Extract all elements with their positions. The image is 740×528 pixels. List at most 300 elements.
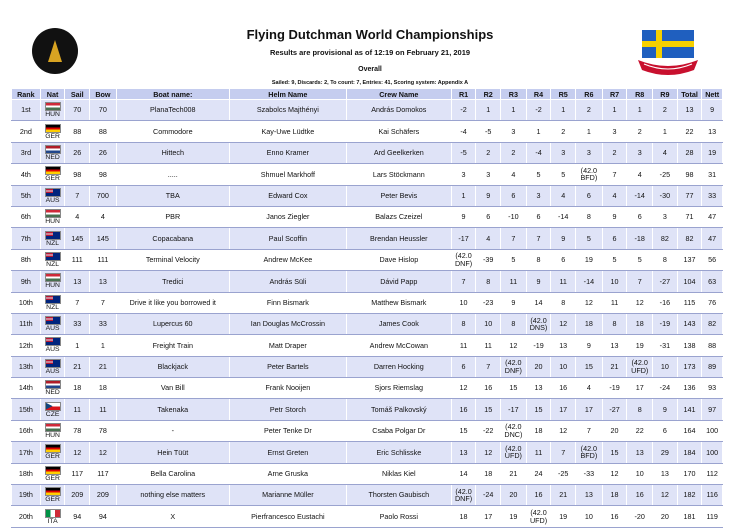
race-score-cell: 6 xyxy=(551,249,576,270)
column-header: R1 xyxy=(451,89,476,100)
race-score-cell: 12 xyxy=(653,485,678,506)
race-score-cell: 19 xyxy=(576,249,603,270)
nett-cell: 116 xyxy=(702,485,723,506)
race-score-cell: 13 xyxy=(551,335,576,356)
nation-code: AUS xyxy=(45,325,60,333)
sail-cell: 111 xyxy=(65,249,90,270)
nation-cell xyxy=(40,249,65,270)
flag-icon xyxy=(45,423,61,432)
race-score-cell: 9 xyxy=(551,228,576,249)
column-header: R3 xyxy=(501,89,527,100)
race-score-cell: 1 xyxy=(653,121,678,142)
race-score-cell: 9 xyxy=(451,206,476,227)
column-header: Total xyxy=(677,89,702,100)
race-score-cell: (42.0 DNS) xyxy=(526,313,551,334)
nation-code: NZL xyxy=(46,303,60,311)
race-score-cell: 14 xyxy=(451,463,476,484)
sail-cell: 117 xyxy=(65,463,90,484)
bow-cell: 21 xyxy=(90,356,117,377)
nation-code: GER xyxy=(45,132,60,140)
race-score-cell: 6 xyxy=(602,228,627,249)
race-score-cell: 6 xyxy=(627,206,653,227)
race-score-cell: 16 xyxy=(602,506,627,527)
race-score-cell: 8 xyxy=(627,399,653,420)
table-row xyxy=(12,420,723,441)
nation-cell xyxy=(40,420,65,441)
race-score-cell: 18 xyxy=(451,506,476,527)
race-score-cell: 4 xyxy=(653,142,678,163)
column-header: R8 xyxy=(627,89,653,100)
race-score-cell: -4 xyxy=(526,142,551,163)
helm-name-cell: Ernst Greten xyxy=(229,442,346,463)
rank-cell: 20th xyxy=(12,506,41,527)
boat-name-cell: Commodore xyxy=(116,121,229,142)
race-score-cell: 5 xyxy=(551,164,576,185)
crew-name-cell: Niklas Kiel xyxy=(346,463,451,484)
helm-name-cell: Ian Douglas McCrossin xyxy=(229,313,346,334)
race-score-cell: 15 xyxy=(476,399,501,420)
results-body xyxy=(12,100,723,528)
total-cell: 136 xyxy=(677,378,702,399)
race-score-cell: 15 xyxy=(501,378,527,399)
helm-name-cell: Peter Bartels xyxy=(229,356,346,377)
race-score-cell: 20 xyxy=(653,506,678,527)
race-score-cell: 4 xyxy=(627,164,653,185)
race-score-cell: 8 xyxy=(501,313,527,334)
nett-cell: 88 xyxy=(702,335,723,356)
race-score-cell: (42.0 UFD) xyxy=(627,356,653,377)
nett-cell: 100 xyxy=(702,420,723,441)
nett-cell: 93 xyxy=(702,378,723,399)
nett-cell: 63 xyxy=(702,271,723,292)
crew-name-cell: James Cook xyxy=(346,313,451,334)
race-score-cell: 10 xyxy=(627,463,653,484)
boat-name-cell: Tredici xyxy=(116,271,229,292)
nett-cell: 76 xyxy=(702,292,723,313)
race-score-cell: 15 xyxy=(602,442,627,463)
helm-name-cell: Finn Bismark xyxy=(229,292,346,313)
column-header: Boat name: xyxy=(116,89,229,100)
nation-cell xyxy=(40,100,65,121)
race-score-cell: 7 xyxy=(501,228,527,249)
race-score-cell: 15 xyxy=(576,356,603,377)
race-score-cell: 13 xyxy=(653,463,678,484)
table-row xyxy=(12,206,723,227)
race-score-cell: 11 xyxy=(476,335,501,356)
race-score-cell: 2 xyxy=(476,142,501,163)
bow-cell: 98 xyxy=(90,164,117,185)
boat-name-cell: - xyxy=(116,420,229,441)
boat-name-cell: nothing else matters xyxy=(116,485,229,506)
nett-cell: 82 xyxy=(702,313,723,334)
race-score-cell: 5 xyxy=(526,164,551,185)
total-cell: 184 xyxy=(677,442,702,463)
race-score-cell: 2 xyxy=(501,142,527,163)
nation-cell xyxy=(40,335,65,356)
nation-code: AUS xyxy=(45,346,60,354)
flag-icon xyxy=(45,252,61,261)
rank-cell: 1st xyxy=(12,100,41,121)
total-cell: 138 xyxy=(677,335,702,356)
race-score-cell: 13 xyxy=(627,442,653,463)
race-score-cell: -19 xyxy=(653,313,678,334)
nett-cell: 56 xyxy=(702,249,723,270)
crew-name-cell: Peter Bevis xyxy=(346,185,451,206)
column-header: Nat xyxy=(40,89,65,100)
race-score-cell: 7 xyxy=(576,420,603,441)
race-score-cell: 6 xyxy=(451,356,476,377)
race-score-cell: 5 xyxy=(576,228,603,249)
column-header: R2 xyxy=(476,89,501,100)
race-score-cell: -27 xyxy=(602,399,627,420)
helm-name-cell: Peter Tenke Dr xyxy=(229,420,346,441)
boat-name-cell: Van Bill xyxy=(116,378,229,399)
column-header: R6 xyxy=(576,89,603,100)
race-score-cell: 11 xyxy=(551,271,576,292)
table-row xyxy=(12,292,723,313)
nation-code: HUN xyxy=(45,111,60,119)
nett-cell: 9 xyxy=(702,100,723,121)
race-score-cell: -2 xyxy=(526,100,551,121)
column-header: Helm Name xyxy=(229,89,346,100)
crew-name-cell: Csaba Polgar Dr xyxy=(346,420,451,441)
nation-cell xyxy=(40,164,65,185)
crew-name-cell: Tomáš Palkovský xyxy=(346,399,451,420)
race-score-cell: 82 xyxy=(653,228,678,249)
race-score-cell: 8 xyxy=(526,249,551,270)
crew-name-cell: Matthew Bismark xyxy=(346,292,451,313)
table-row xyxy=(12,399,723,420)
race-score-cell: 8 xyxy=(576,206,603,227)
helm-name-cell: Frank Nooijen xyxy=(229,378,346,399)
table-row xyxy=(12,485,723,506)
sail-cell: 1 xyxy=(65,335,90,356)
race-score-cell: (42.0 UFD) xyxy=(526,506,551,527)
table-row xyxy=(12,121,723,142)
race-score-cell: 12 xyxy=(602,463,627,484)
crew-name-cell: Andrew McCowan xyxy=(346,335,451,356)
nation-code: GER xyxy=(45,496,60,504)
race-score-cell: 3 xyxy=(526,185,551,206)
sail-cell: 12 xyxy=(65,442,90,463)
race-score-cell: 4 xyxy=(501,164,527,185)
race-score-cell: 14 xyxy=(526,292,551,313)
race-score-cell: -17 xyxy=(451,228,476,249)
race-score-cell: 20 xyxy=(526,356,551,377)
race-score-cell: 8 xyxy=(551,292,576,313)
race-score-cell: 12 xyxy=(627,292,653,313)
nation-code: NED xyxy=(45,153,60,161)
race-score-cell: 11 xyxy=(602,292,627,313)
helm-name-cell: Marianne Müller xyxy=(229,485,346,506)
table-row xyxy=(12,442,723,463)
race-score-cell: 21 xyxy=(602,356,627,377)
race-score-cell: 1 xyxy=(576,121,603,142)
race-score-cell: 12 xyxy=(451,378,476,399)
race-score-cell: 12 xyxy=(501,335,527,356)
table-row xyxy=(12,463,723,484)
flag-icon xyxy=(45,209,61,218)
race-score-cell: 11 xyxy=(526,442,551,463)
column-header: Rank xyxy=(12,89,41,100)
race-score-cell: -17 xyxy=(501,399,527,420)
rank-cell: 17th xyxy=(12,442,41,463)
nation-code: NZL xyxy=(46,239,60,247)
total-cell: 22 xyxy=(677,121,702,142)
total-cell: 143 xyxy=(677,313,702,334)
race-score-cell: 6 xyxy=(476,206,501,227)
race-score-cell: 3 xyxy=(627,142,653,163)
table-row xyxy=(12,356,723,377)
race-score-cell: 13 xyxy=(576,485,603,506)
race-score-cell: 17 xyxy=(627,378,653,399)
race-score-cell: -4 xyxy=(451,121,476,142)
race-score-cell: 6 xyxy=(576,185,603,206)
race-score-cell: 21 xyxy=(501,463,527,484)
nett-cell: 47 xyxy=(702,228,723,249)
boat-name-cell: X xyxy=(116,506,229,527)
race-score-cell: 5 xyxy=(627,249,653,270)
nation-code: GER xyxy=(45,175,60,183)
rank-cell: 12th xyxy=(12,335,41,356)
bow-cell: 12 xyxy=(90,442,117,463)
total-cell: 104 xyxy=(677,271,702,292)
race-score-cell: (42.0 BFD) xyxy=(576,164,603,185)
bow-cell: 94 xyxy=(90,506,117,527)
table-row xyxy=(12,164,723,185)
race-score-cell: 7 xyxy=(551,442,576,463)
helm-name-cell: Janos Ziegler xyxy=(229,206,346,227)
race-score-cell: 16 xyxy=(551,378,576,399)
table-row xyxy=(12,142,723,163)
rank-cell: 13th xyxy=(12,356,41,377)
race-score-cell: 16 xyxy=(451,399,476,420)
flag-icon xyxy=(45,444,61,453)
nation-cell xyxy=(40,506,65,527)
race-score-cell: 3 xyxy=(476,164,501,185)
rank-cell: 4th xyxy=(12,164,41,185)
crew-name-cell: Darren Hocking xyxy=(346,356,451,377)
rank-cell: 16th xyxy=(12,420,41,441)
total-cell: 137 xyxy=(677,249,702,270)
race-score-cell: 10 xyxy=(576,506,603,527)
race-score-cell: 13 xyxy=(602,335,627,356)
sail-cell: 88 xyxy=(65,121,90,142)
race-score-cell: 1 xyxy=(476,100,501,121)
nett-cell: 47 xyxy=(702,206,723,227)
helm-name-cell: Kay-Uwe Lüdtke xyxy=(229,121,346,142)
rank-cell: 5th xyxy=(12,185,41,206)
table-row xyxy=(12,313,723,334)
rank-cell: 19th xyxy=(12,485,41,506)
helm-name-cell: Arne Gruska xyxy=(229,463,346,484)
total-cell: 82 xyxy=(677,228,702,249)
table-row xyxy=(12,378,723,399)
nett-cell: 33 xyxy=(702,185,723,206)
header-row xyxy=(12,89,723,100)
race-score-cell: 10 xyxy=(551,356,576,377)
bow-cell: 111 xyxy=(90,249,117,270)
bow-cell: 26 xyxy=(90,142,117,163)
race-score-cell: 2 xyxy=(627,121,653,142)
bow-cell: 7 xyxy=(90,292,117,313)
nation-code: HUN xyxy=(45,282,60,290)
sail-cell: 4 xyxy=(65,206,90,227)
rank-cell: 2nd xyxy=(12,121,41,142)
table-row xyxy=(12,100,723,121)
boat-name-cell: TBA xyxy=(116,185,229,206)
helm-name-cell: Andrew McKee xyxy=(229,249,346,270)
race-score-cell: 1 xyxy=(451,185,476,206)
race-score-cell: 8 xyxy=(602,313,627,334)
bow-cell: 13 xyxy=(90,271,117,292)
race-score-cell: 18 xyxy=(602,485,627,506)
flag-icon xyxy=(45,402,61,411)
crew-name-cell: Kai Schäfers xyxy=(346,121,451,142)
race-score-cell: 20 xyxy=(602,420,627,441)
flag-icon xyxy=(45,273,61,282)
boat-name-cell: Hittech xyxy=(116,142,229,163)
race-score-cell: -27 xyxy=(653,271,678,292)
crew-name-cell: Dávid Papp xyxy=(346,271,451,292)
column-header: Bow xyxy=(90,89,117,100)
bow-cell: 209 xyxy=(90,485,117,506)
nation-cell xyxy=(40,399,65,420)
race-score-cell: -5 xyxy=(451,142,476,163)
helm-name-cell: Enno Kramer xyxy=(229,142,346,163)
race-score-cell: -19 xyxy=(526,335,551,356)
nation-cell xyxy=(40,313,65,334)
race-score-cell: 12 xyxy=(476,442,501,463)
boat-name-cell: Drive it like you borrowed it xyxy=(116,292,229,313)
nation-code: HUN xyxy=(45,432,60,440)
race-score-cell: 7 xyxy=(451,271,476,292)
flag-icon xyxy=(45,145,61,154)
column-header: R9 xyxy=(653,89,678,100)
boat-name-cell: Freight Train xyxy=(116,335,229,356)
race-score-cell: 17 xyxy=(476,506,501,527)
boat-name-cell: Lupercus 60 xyxy=(116,313,229,334)
boat-name-cell: PlanaTech008 xyxy=(116,100,229,121)
race-score-cell: 10 xyxy=(476,313,501,334)
column-header: Nett xyxy=(702,89,723,100)
race-score-cell: 2 xyxy=(602,142,627,163)
crew-name-cell: Paolo Rossi xyxy=(346,506,451,527)
crew-name-cell: Eric Schlisske xyxy=(346,442,451,463)
race-score-cell: 9 xyxy=(476,185,501,206)
race-score-cell: 10 xyxy=(451,292,476,313)
flag-icon xyxy=(45,188,61,197)
helm-name-cell: Paul Scoffin xyxy=(229,228,346,249)
race-score-cell: 5 xyxy=(501,249,527,270)
race-score-cell: 5 xyxy=(602,249,627,270)
rank-cell: 11th xyxy=(12,313,41,334)
race-score-cell: -39 xyxy=(476,249,501,270)
bow-cell: 33 xyxy=(90,313,117,334)
column-header: Sail xyxy=(65,89,90,100)
race-score-cell: -2 xyxy=(451,100,476,121)
sail-cell: 94 xyxy=(65,506,90,527)
nation-cell xyxy=(40,142,65,163)
race-score-cell: 3 xyxy=(451,164,476,185)
nation-code: NZL xyxy=(46,260,60,268)
sail-cell: 21 xyxy=(65,356,90,377)
race-score-cell: 15 xyxy=(526,399,551,420)
nett-cell: 13 xyxy=(702,121,723,142)
total-cell: 181 xyxy=(677,506,702,527)
flag-icon xyxy=(45,359,61,368)
boat-name-cell: Takenaka xyxy=(116,399,229,420)
nation-code: NED xyxy=(45,389,60,397)
race-score-cell: 7 xyxy=(627,271,653,292)
nation-code: ITA xyxy=(47,517,58,525)
race-score-cell: 4 xyxy=(476,228,501,249)
race-score-cell: -14 xyxy=(627,185,653,206)
flag-icon xyxy=(45,509,61,518)
section-title: Overall xyxy=(358,66,382,73)
table-row xyxy=(12,185,723,206)
race-score-cell: -24 xyxy=(476,485,501,506)
race-score-cell: 22 xyxy=(627,420,653,441)
race-score-cell: 3 xyxy=(551,142,576,163)
total-cell: 141 xyxy=(677,399,702,420)
nett-cell: 97 xyxy=(702,399,723,420)
total-cell: 28 xyxy=(677,142,702,163)
crew-name-cell: Dave Hislop xyxy=(346,249,451,270)
race-score-cell: -19 xyxy=(602,378,627,399)
helm-name-cell: Pierfrancesco Eustachi xyxy=(229,506,346,527)
scoring-summary: Sailed: 9, Discards: 2, To count: 7, Entries: 41, Scoring system: Appendix A xyxy=(271,80,469,86)
helm-name-cell: Edward Cox xyxy=(229,185,346,206)
race-score-cell: 6 xyxy=(653,420,678,441)
crew-name-cell: Sjors Riemslag xyxy=(346,378,451,399)
total-cell: 98 xyxy=(677,164,702,185)
page-title: Flying Dutchman World Championships xyxy=(246,27,494,42)
race-score-cell: 7 xyxy=(526,228,551,249)
race-score-cell: 18 xyxy=(576,313,603,334)
bow-cell: 88 xyxy=(90,121,117,142)
race-score-cell: 2 xyxy=(551,121,576,142)
race-score-cell: 3 xyxy=(602,121,627,142)
nation-code: AUS xyxy=(45,367,60,375)
race-score-cell: 9 xyxy=(653,399,678,420)
race-score-cell: (42.0 DNF) xyxy=(451,249,476,270)
race-score-cell: 3 xyxy=(576,142,603,163)
bow-cell: 1 xyxy=(90,335,117,356)
race-score-cell: 21 xyxy=(551,485,576,506)
bow-cell: 70 xyxy=(90,100,117,121)
race-score-cell: 17 xyxy=(551,399,576,420)
race-score-cell: -31 xyxy=(653,335,678,356)
rank-cell: 10th xyxy=(12,292,41,313)
nation-cell xyxy=(40,463,65,484)
race-score-cell: 20 xyxy=(501,485,527,506)
boat-name-cell: Hein Tüüt xyxy=(116,442,229,463)
provisional-note: Results are provisional as of 12:19 on February 21, 2019 xyxy=(269,48,471,57)
sail-cell: 7 xyxy=(65,292,90,313)
race-score-cell: 1 xyxy=(627,100,653,121)
bow-cell: 18 xyxy=(90,378,117,399)
nett-cell: 119 xyxy=(702,506,723,527)
flag-icon xyxy=(45,124,61,133)
helm-name-cell: Szabolcs Majthényi xyxy=(229,100,346,121)
race-score-cell: 10 xyxy=(602,271,627,292)
rank-cell: 3rd xyxy=(12,142,41,163)
flag-icon xyxy=(45,295,61,304)
helm-name-cell: Matt Draper xyxy=(229,335,346,356)
race-score-cell: 9 xyxy=(501,292,527,313)
nation-cell xyxy=(40,121,65,142)
